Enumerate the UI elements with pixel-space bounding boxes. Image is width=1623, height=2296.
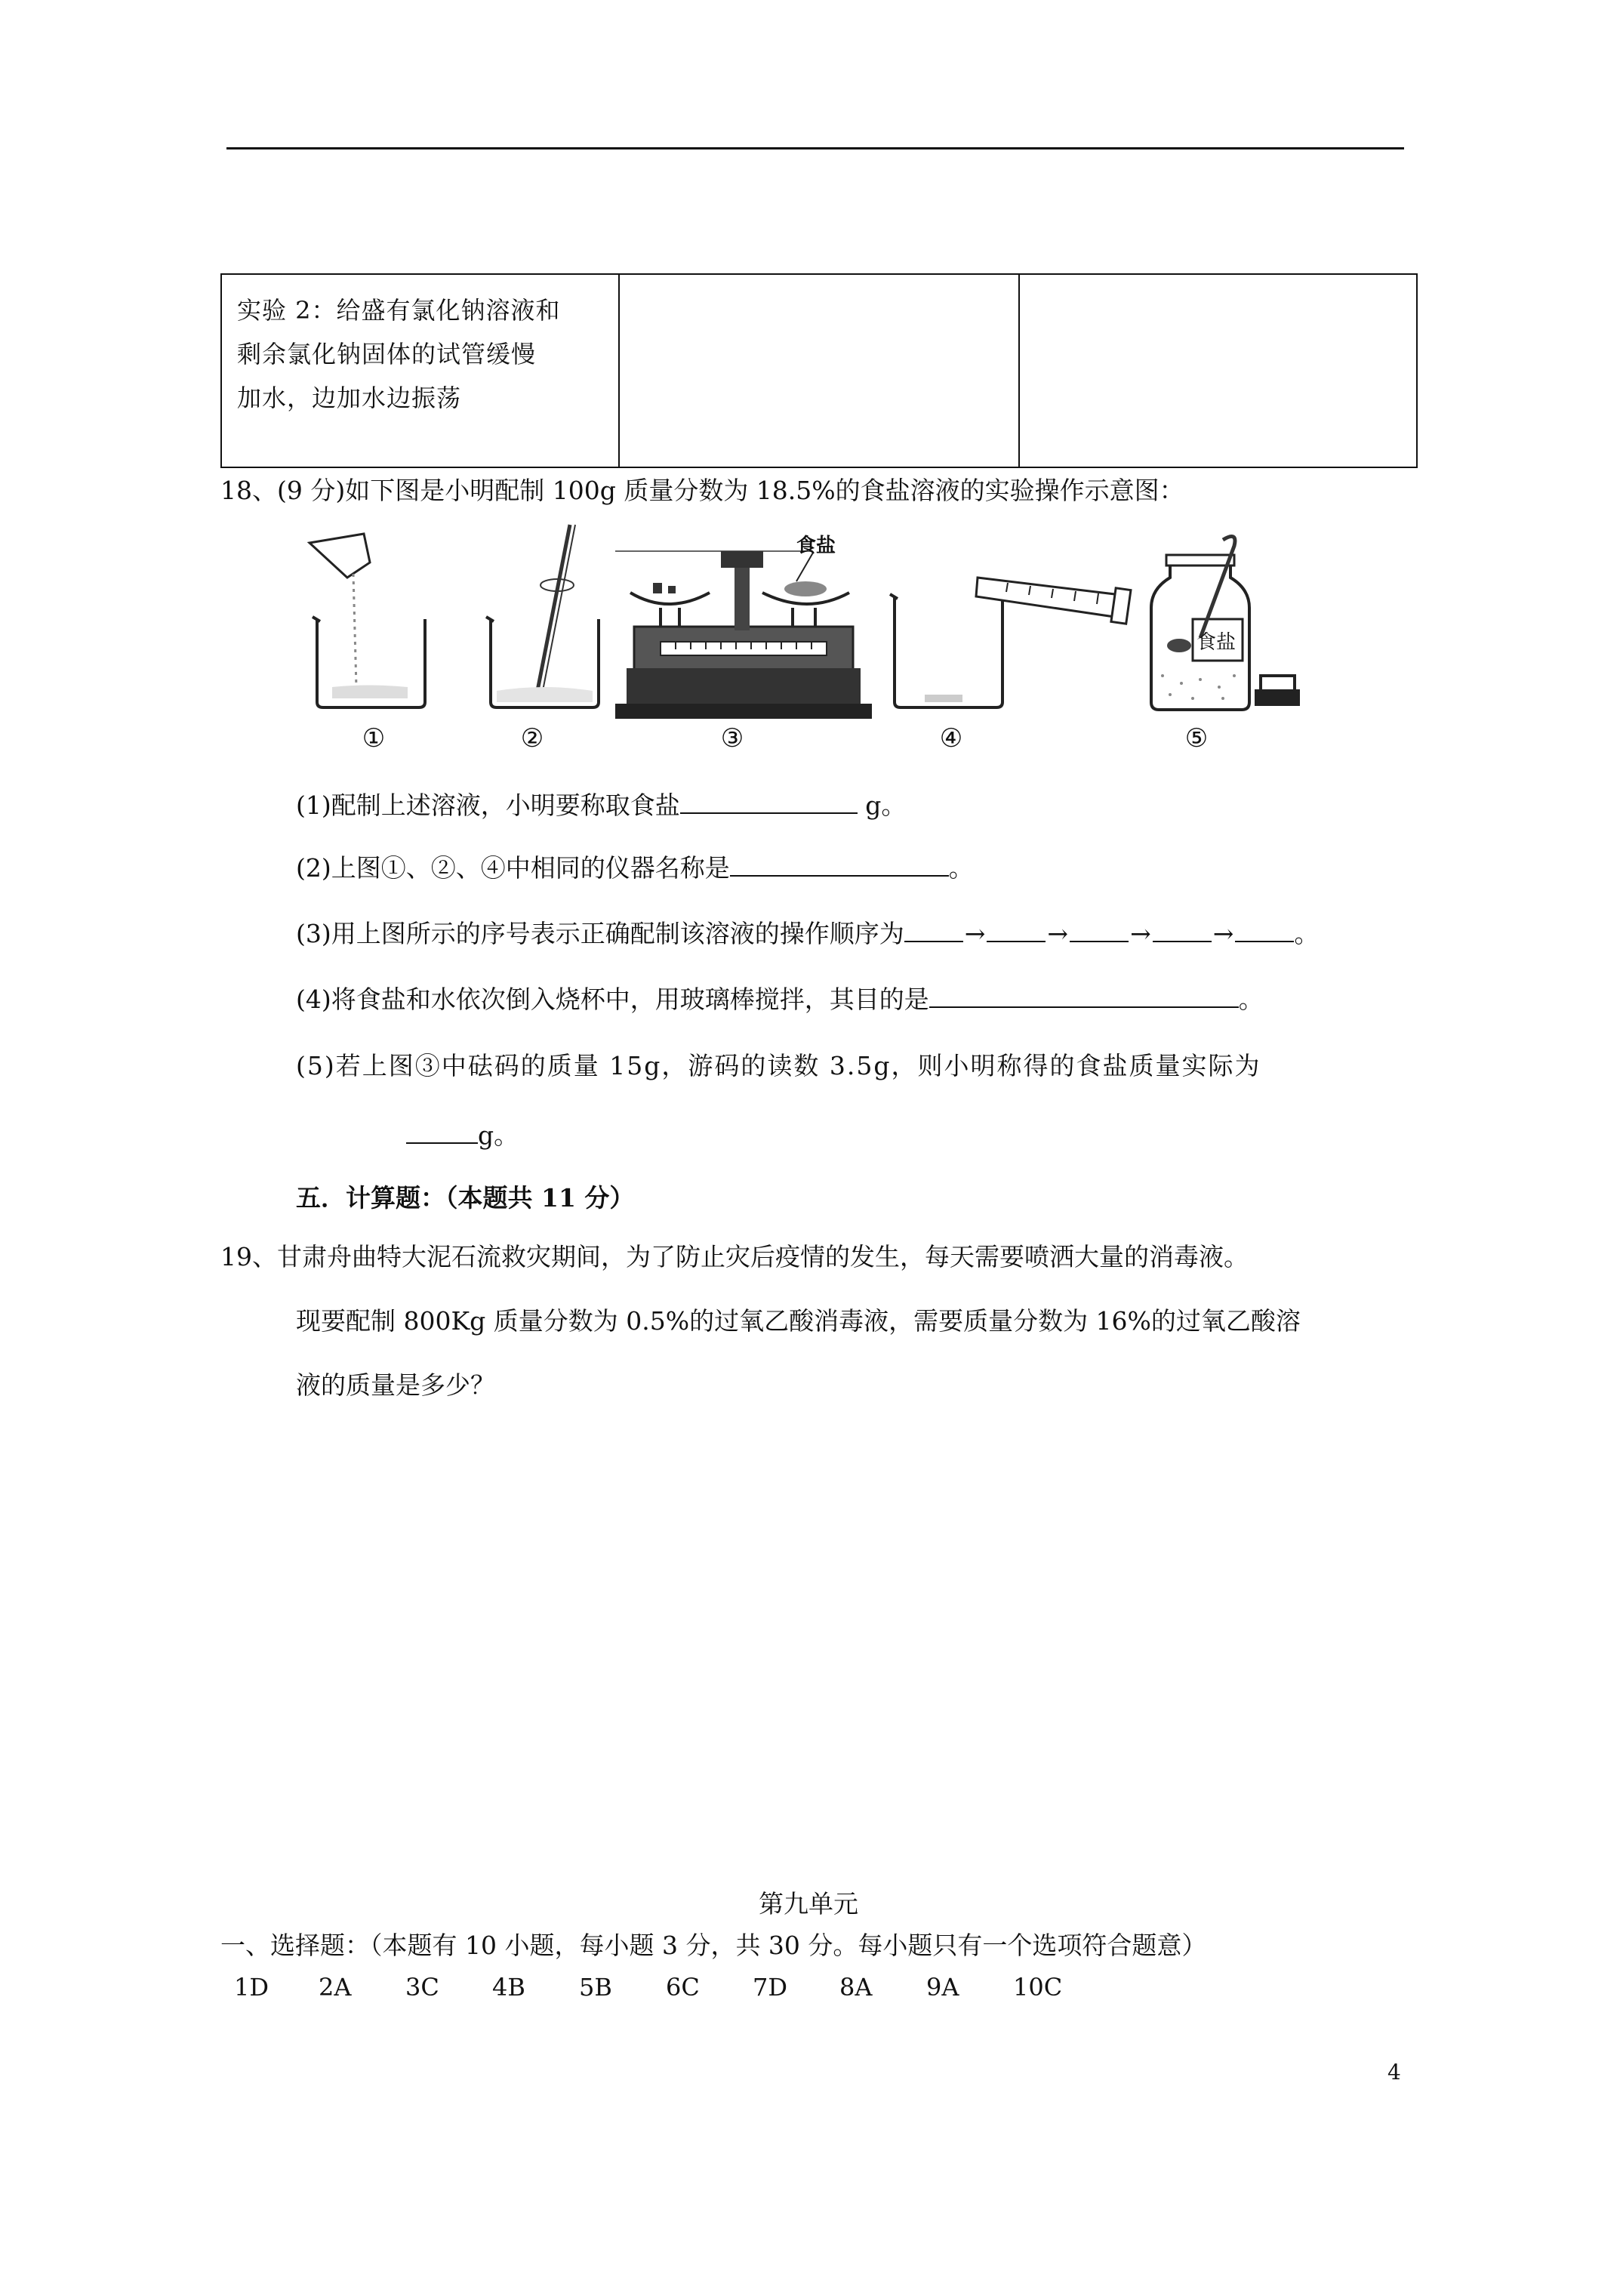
answer-blank-4[interactable] — [929, 984, 1239, 1008]
answer-blank-5[interactable] — [406, 1120, 478, 1144]
figure-label-2: ② — [520, 723, 544, 754]
question-19-line-2: 现要配制 800Kg 质量分数为 0.5%的过氧乙酸消毒液，需要质量分数为 16%的过氧乙酸溶 — [296, 1306, 1301, 1336]
arrow-right-icon: → — [964, 919, 986, 948]
q18-part-2: (2)上图①、②、④中相同的仪器名称是 。 — [296, 853, 974, 883]
unit-9-section-1: 一、选择题：（本题有 10 小题，每小题 3 分，共 30 分。每小题只有一个选项符合题意） — [220, 1931, 1207, 1960]
procedure-line: 加水，边加水边振荡 — [237, 384, 462, 412]
order-blank-4[interactable] — [1153, 918, 1212, 942]
table-row — [221, 274, 1417, 467]
section-5-heading: 五．计算题：（本题共 11 分） — [296, 1183, 635, 1213]
experiment-table — [220, 273, 1418, 468]
answer-key-item: 10C — [1013, 1973, 1063, 2002]
balance-scale-illustration — [615, 529, 872, 725]
figure-label-3: ③ — [720, 723, 744, 754]
unit-9-title: 第九单元 — [759, 1889, 858, 1918]
question-19-line-3: 液的质量是多少？ — [296, 1370, 495, 1400]
answer-blank-1[interactable] — [680, 790, 858, 814]
question-19-line-1: 19、甘肃舟曲特大泥石流救灾期间，为了防止灾后疫情的发生，每天需要喷洒大量的消毒液。 — [220, 1242, 1249, 1271]
order-blank-5[interactable] — [1235, 918, 1294, 942]
beaker-stirring-illustration — [476, 521, 619, 717]
table-cell-procedure — [221, 274, 619, 467]
answer-key-item: 1D — [234, 1973, 269, 2002]
answer-blank-2[interactable] — [730, 852, 949, 877]
header-rule — [226, 147, 1404, 149]
page-number: 4 — [1387, 2060, 1401, 2085]
figure-label-1: ① — [362, 723, 386, 754]
jar-label: 食盐 — [1196, 631, 1236, 654]
procedure-line: 剩余氯化钠固体的试管缓慢 — [237, 340, 537, 368]
answer-key-item: 8A — [839, 1973, 873, 2002]
arrow-right-icon: → — [1130, 919, 1151, 948]
q18-part-4: (4)将食盐和水依次倒入烧杯中，用玻璃棒搅拌，其目的是 。 — [296, 985, 1264, 1014]
q18-part-5-answer: g。 — [406, 1119, 519, 1152]
answer-key-item: 3C — [405, 1973, 439, 2002]
arrow-right-icon: → — [1212, 919, 1234, 948]
answer-key-item: 4B — [492, 1973, 525, 2002]
figure-label-5: ⑤ — [1184, 723, 1209, 754]
table-cell-conclusion[interactable] — [1019, 274, 1417, 467]
arrow-right-icon: → — [1047, 919, 1069, 948]
q18-part-1: (1)配制上述溶液，小明要称取食盐 g。 — [296, 791, 907, 820]
q18-part-5: (5)若上图③中砝码的质量 15g，游码的读数 3.5g，则小明称得的食盐质量实际为 — [296, 1051, 1261, 1080]
q18-part-3: (3)用上图所示的序号表示正确配制该溶液的操作顺序为 → → → → 。 — [296, 917, 1319, 951]
beaker-pouring-salt-illustration — [302, 532, 445, 713]
answer-key-item: 2A — [319, 1973, 352, 2002]
answer-key-item: 5B — [579, 1973, 612, 2002]
order-blank-1[interactable] — [904, 918, 963, 942]
procedure-line: 实验 2：给盛有氯化钠溶液和 — [237, 296, 561, 325]
order-blank-3[interactable] — [1070, 918, 1129, 942]
beaker-pouring-water-illustration — [879, 551, 1136, 717]
order-blank-2[interactable] — [987, 918, 1046, 942]
answer-key-item: 7D — [753, 1973, 788, 2002]
answer-key-item: 6C — [666, 1973, 700, 2002]
salt-jar-illustration — [1147, 532, 1298, 717]
salt-label: 食盐 — [796, 535, 836, 557]
figure-label-4: ④ — [939, 723, 963, 754]
answer-key-item: 9A — [926, 1973, 959, 2002]
table-cell-phenomenon[interactable] — [619, 274, 1019, 467]
question-18-stem: 18、(9 分)如下图是小明配制 100g 质量分数为 18.5%的食盐溶液的实验操作示意图： — [220, 476, 1184, 505]
